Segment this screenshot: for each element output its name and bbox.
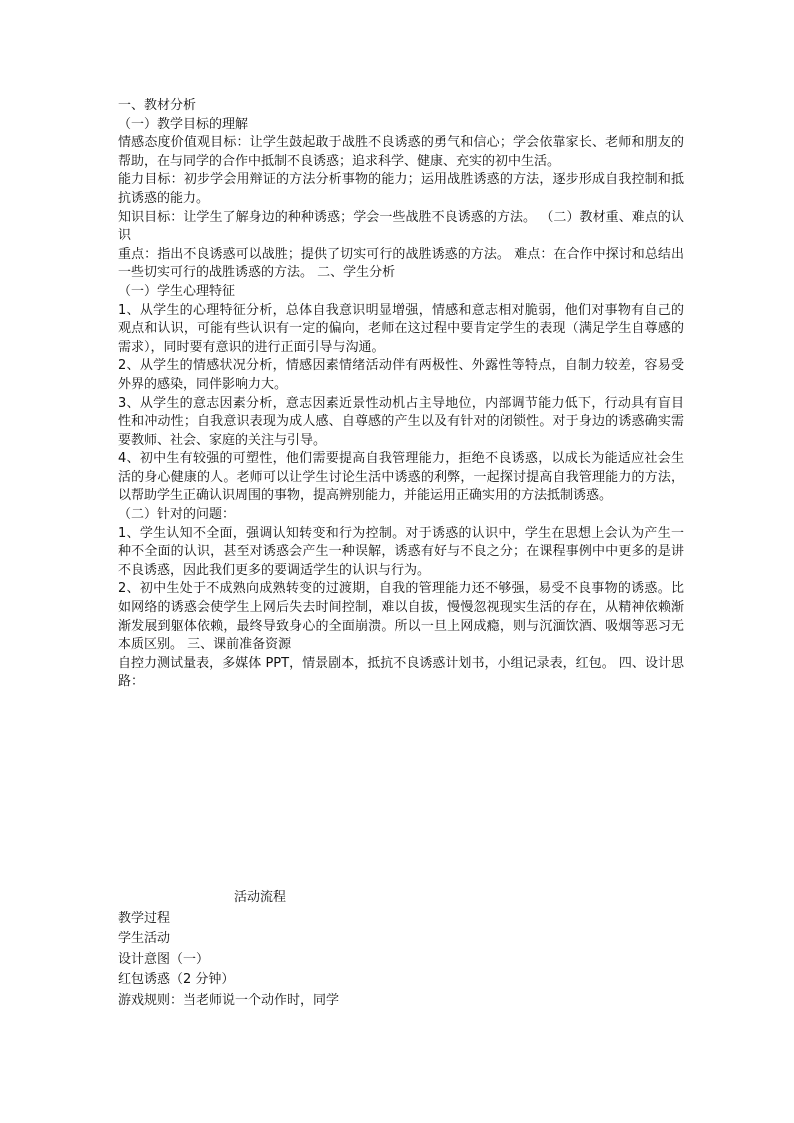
- analysis-section: [118, 97, 684, 692]
- paragraph-point-3: 3、从学生的意志因素分析，意志因素近景性动机占主导地位，内部调节能力低下，行动具有盲目性和冲动性；自我意识表现为成人感、自尊感的产生以及有针对的闭锁性。对于身边的诱惑确实需要教师、社会、家庭的关注与引导。: [118, 395, 684, 448]
- activity-flow-section: [118, 888, 684, 1011]
- paragraph-point-1: 1、从学生的心理特征分析，总体自我意识明显增强，情感和意志相对脆弱，他们对事物有自己的观点和认识，可能有些认识有一定的偏向，老师在这过程中要肯定学生的表现（满足学生自尊感的需求），同时要有意识的进行正面引导与沟通。: [118, 302, 684, 355]
- paragraph-point-2: 2、从学生的情感状况分析，情感因素情绪活动伴有两极性、外露性等特点，自制力较差，容易受外界的感染，同伴影响力大。: [118, 358, 684, 392]
- flow-line-teaching-process: 教学过程: [118, 910, 171, 926]
- paragraph-knowledge-goal: 知识目标：让学生了解身边的种种诱惑；学会一些战胜不良诱惑的方法。 （二）教材重、难点的认识: [118, 209, 684, 244]
- paragraph-resources: 自控力测试量表，多媒体 PPT，情景剧本，抵抗不良诱惑计划书，小组记录表，红包。 四、设计思路：: [118, 655, 684, 690]
- heading-textbook-analysis: 一、教材分析: [118, 98, 197, 113]
- subheading-targeted-problems: （二）针对的问题：: [118, 507, 236, 523]
- paragraph-key-difficult-points: 重点：指出不良诱惑可以战胜；提供了切实可行的战胜诱惑的方法。 难点：在合作中探讨和总结出一些切实可行的战胜诱惑的方法。 二、学生分析: [118, 246, 684, 281]
- paragraph-emotion-goal: 情感态度价值观目标：让学生鼓起敢于战胜不良诱惑的勇气和信心；学会依靠家长、老师和朋友的帮助，在与同学的合作中抵制不良诱惑；追求科学、健康、充实的初中生活。: [118, 135, 684, 169]
- flow-line-design-intent: 设计意图（一）: [118, 951, 210, 967]
- subheading-teaching-goals: （一）教学目标的理解: [118, 116, 249, 132]
- paragraph-point-4: 4、初中生有较强的可塑性，他们需要提高自我管理能力，拒绝不良诱惑，以成长为能适应社会生活的身心健康的人。老师可以让学生讨论生活中诱惑的利弊，一起探讨提高自我管理能力的方法，以帮助学生正确认识周围的事物，提高辨别能力，并能运用正确实用的方法抵制诱惑。: [118, 451, 684, 504]
- paragraph-ability-goal: 能力目标：初步学会用辩证的方法分析事物的能力；运用战胜诱惑的方法，逐步形成自我控制和抵抗诱惑的能力。: [118, 172, 684, 206]
- flow-line-student-activity: 学生活动: [118, 931, 171, 946]
- subheading-student-psychology: （一）学生心理特征: [118, 283, 236, 299]
- flow-line-red-envelope: 红包诱惑（2 分钟）: [118, 972, 235, 987]
- paragraph-problem-1: 1、学生认知不全面，强调认知转变和行为控制。对于诱惑的认识中，学生在思想上会认为产生一种不全面的认识，甚至对诱惑会产生一种误解，诱惑有好与不良之分；在课程事例中中更多的是讲不良诱惑，因此我们更多的要调适学生的认识与行为。: [118, 525, 684, 578]
- activity-flow-title: 活动流程: [234, 890, 287, 905]
- flow-line-game-rules: 游戏规则：当老师说一个动作时，同学: [118, 992, 340, 1008]
- paragraph-problem-2: 2、初中生处于不成熟向成熟转变的过渡期，自我的管理能力还不够强，易受不良事物的诱惑。比如网络的诱惑会使学生上网后失去时间控制，难以自拔，慢慢忽视现实生活的存在，从精神依赖渐渐发展到躯体依赖，最终导致身心的全面崩溃。所以一旦上网成瘾，则与沉湎饮酒、吸烟等恶习无本质区别。 三、课前准备资源: [118, 581, 684, 653]
